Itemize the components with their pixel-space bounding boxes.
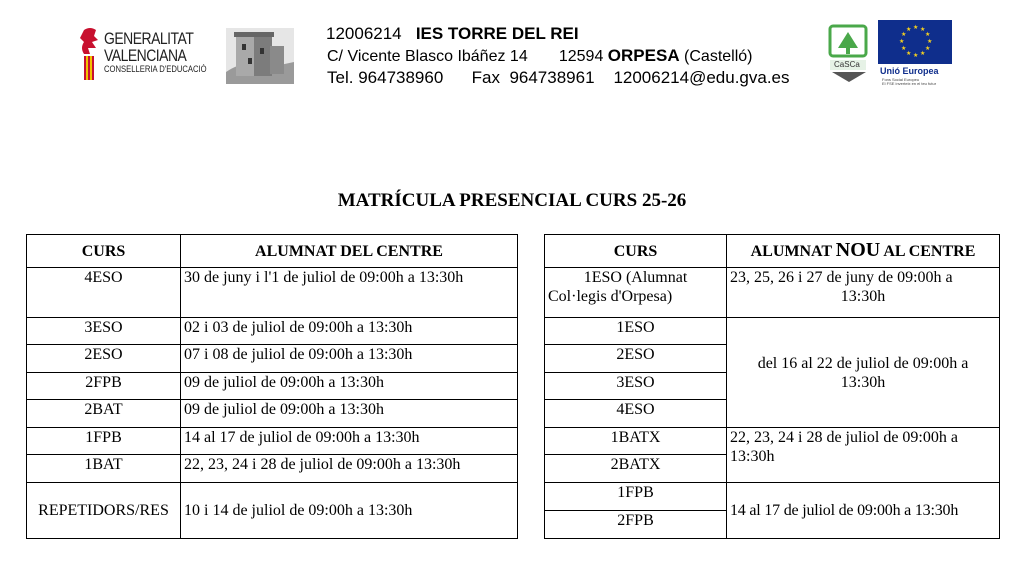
header-nou-word: NOU xyxy=(835,239,881,261)
date-cell xyxy=(727,268,1000,318)
svg-text:★: ★ xyxy=(906,50,912,57)
casca-logo xyxy=(826,24,872,84)
eu-logo xyxy=(878,20,952,86)
date-line-1: 22, 23, 24 i 28 de juliol de 09:00h a xyxy=(730,429,958,446)
casca-label: CaSCa xyxy=(834,60,860,69)
date-line-2: 13:30h xyxy=(840,373,886,391)
school-address: C/ Vicente Blasco Ibáñez 14 xyxy=(327,48,528,65)
header-alumnat-word: ALUMNAT xyxy=(750,243,832,260)
town: ORPESA xyxy=(607,46,680,65)
postal-code: 12594 xyxy=(558,48,604,65)
school-name: IES TORRE DEL REI xyxy=(415,24,579,43)
date-cell-group-3: 14 al 17 de juliol de 09:00h a 13:30h xyxy=(727,483,1000,539)
school-line-2 xyxy=(327,46,753,66)
curs-cell: 2ESO xyxy=(27,345,181,373)
svg-text:★: ★ xyxy=(913,52,919,59)
svg-text:★: ★ xyxy=(901,31,907,38)
curs-line-1: 1ESO (Alumnat xyxy=(583,269,688,286)
curs-cell: 4ESO xyxy=(545,400,727,428)
date-line-2: 13:30h xyxy=(730,448,775,465)
date-cell: 14 al 17 de juliol de 09:00h a 13:30h xyxy=(181,428,518,455)
logo-line-3: CONSELLERIA D'EDUCACIÓ xyxy=(104,64,207,74)
generalitat-logo xyxy=(78,26,208,86)
date-cell: 10 i 14 de juliol de 09:00h a 13:30h xyxy=(181,483,518,539)
curs-cell: 1FPB xyxy=(27,428,181,455)
curs-cell: 1BATX xyxy=(545,428,727,455)
header-alumnat-nou xyxy=(727,235,1000,268)
header-alumnat-centre: ALUMNAT DEL CENTRE xyxy=(181,235,518,268)
fax-number: 964738961 xyxy=(509,68,595,87)
curs-line-2: Col·legis d'Orpesa) xyxy=(548,288,673,305)
curs-cell: REPETIDORS/RES xyxy=(27,483,181,539)
date-cell: 30 de juny i l'1 de juliol de 09:00h a 13:30h xyxy=(181,268,518,318)
date-cell: 02 i 03 de juliol de 09:00h a 13:30h xyxy=(181,318,518,345)
date-cell: 07 i 08 de juliol de 09:00h a 13:30h xyxy=(181,345,518,373)
curs-cell: 2BATX xyxy=(545,455,727,483)
header-al-centre-word: AL CENTRE xyxy=(883,243,976,260)
page-title: MATRÍCULA PRESENCIAL CURS 25-26 xyxy=(337,190,687,211)
curs-cell: 1BAT xyxy=(27,455,181,483)
date-line-1: del 16 al 22 de juliol de 09:00h a xyxy=(757,354,969,372)
tel-label: Tel. xyxy=(327,68,354,87)
svg-text:★: ★ xyxy=(925,31,931,38)
svg-text:★: ★ xyxy=(920,50,926,57)
eu-stars-icon xyxy=(878,20,952,64)
tower-icon xyxy=(226,28,294,84)
svg-text:★: ★ xyxy=(927,38,933,45)
curs-cell: 2FPB xyxy=(545,511,727,539)
email[interactable]: 12006214@edu.gva.es xyxy=(613,68,790,87)
eu-sub1: Fons Social Europeu xyxy=(882,77,920,82)
svg-text:★: ★ xyxy=(920,26,926,33)
curs-cell xyxy=(545,268,727,318)
curs-cell: 3ESO xyxy=(545,373,727,400)
date-cell-group-2 xyxy=(727,428,1000,483)
header-curs: CURS xyxy=(545,235,727,268)
logo-line-1: GENERALITAT xyxy=(104,29,194,48)
svg-text:★: ★ xyxy=(925,45,931,52)
date-line-1: 23, 25, 26 i 27 de juny de 09:00h a xyxy=(730,269,953,286)
eu-flag xyxy=(878,20,952,64)
curs-cell: 1FPB xyxy=(545,483,727,511)
date-line-2: 13:30h xyxy=(840,288,886,305)
tower-image xyxy=(226,28,294,84)
tel-number: 964738960 xyxy=(358,68,444,87)
curs-cell: 3ESO xyxy=(27,318,181,345)
eu-sub2: El FSE inverteix en el teu futur xyxy=(882,81,937,86)
date-cell-group-1 xyxy=(727,318,1000,428)
casca-tree-icon xyxy=(826,24,872,84)
curs-cell: 2FPB xyxy=(27,373,181,400)
date-cell: 09 de juliol de 09:00h a 13:30h xyxy=(181,373,518,400)
svg-text:★: ★ xyxy=(906,26,912,33)
table-current-students xyxy=(26,234,518,539)
date-cell: 22, 23, 24 i 28 de juliol de 09:00h a 13:30h xyxy=(181,455,518,483)
generalitat-emblem-icon xyxy=(78,26,102,82)
curs-cell: 4ESO xyxy=(27,268,181,318)
curs-cell: 2BAT xyxy=(27,400,181,428)
school-line-3 xyxy=(327,68,790,88)
svg-text:★: ★ xyxy=(899,38,905,45)
province: (Castelló) xyxy=(684,48,753,65)
curs-cell: 2ESO xyxy=(545,345,727,373)
school-code: 12006214 xyxy=(326,24,402,43)
curs-cell: 1ESO xyxy=(545,318,727,345)
eu-label: Unió Europea xyxy=(880,66,939,76)
logo-line-2: VALENCIANA xyxy=(104,46,187,65)
fax-label: Fax xyxy=(471,68,500,87)
date-cell: 09 de juliol de 09:00h a 13:30h xyxy=(181,400,518,428)
header-curs: CURS xyxy=(27,235,181,268)
svg-text:★: ★ xyxy=(913,24,919,31)
svg-text:★: ★ xyxy=(901,45,907,52)
table-new-students xyxy=(544,234,1000,539)
school-line-1 xyxy=(326,24,579,44)
